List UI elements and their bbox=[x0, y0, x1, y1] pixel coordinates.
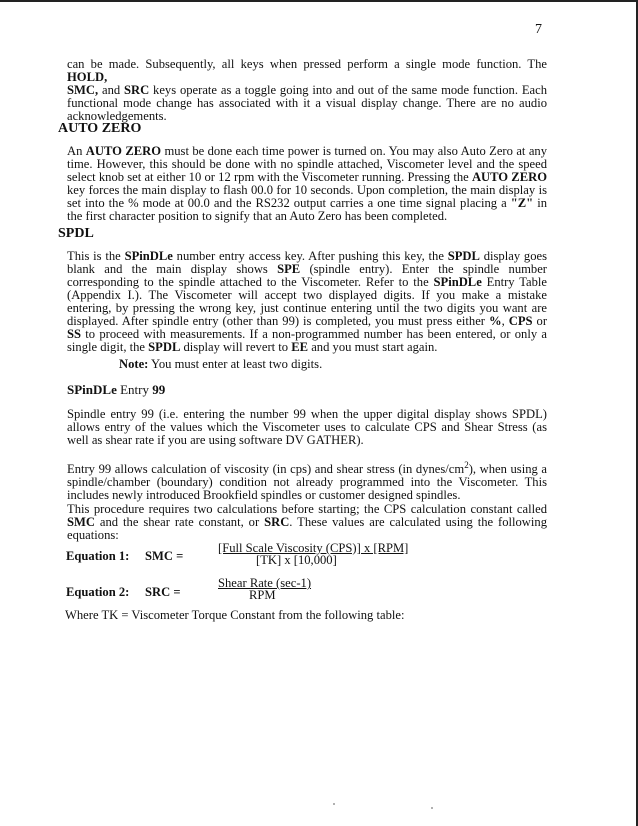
spdl-paragraph: This is the SPinDLe number entry access key. After pushing this key, the SPDL display goes blank and the main display shows SPE (spindle entry). Enter the spindle number corresponding to the spindle attached to the Viscometer. Refer to the SPinDLe Entry Table (Appendix I.). The Viscometer will accept two displayed digits. If you make a mistake entering, by pressing the wrong key, just continue entering until the two digits you want are displayed. After spindle entry (other than 99) is completed, you must press either %, CPS or SS to proceed with measurements. If a non-programmed number has been entered, or only a single digit, the SPDL display will revert to EE and you must start again. bbox=[67, 249, 548, 354]
note-text: You must enter at least two digits. bbox=[148, 357, 323, 371]
auto-zero-paragraph: An AUTO ZERO must be done each time power is turned on. You may also Auto Zero at any time. However, this should be done with no spindle attached, Viscometer level and the speed select knob set at either 10 or 12 rpm with the Viscometer running. Pressing the AUTO ZERO key forces the main display to flash 00.0 for 10 seconds. Upon completion, the main display is set into the % mode at 00.0 and the RS232 output carries a one time signal placing a "Z" in the first character position to signify that an Auto Zero has been completed. bbox=[67, 144, 547, 223]
intro-paragraph: can be made. Subsequently, all keys when pressed perform a single mode function. The HOLD, SMC, and SRC keys operate as a toggle going into and out of the same mode function. Each functional mode change has associated with it a visual display change. There are no audio acknowledgements. bbox=[67, 57, 547, 123]
entry-99-paragraph-3: This procedure requires two calculations before starting; the CPS calculation constant called SMC and the shear rate constant, or SRC. These values are calculated using the following equations: bbox=[67, 502, 547, 542]
closing-paragraph: Where TK = Viscometer Torque Constant from the following table: bbox=[65, 608, 405, 622]
auto-zero-heading: AUTO ZERO bbox=[58, 121, 142, 136]
top-border bbox=[0, 0, 638, 2]
entry-99-paragraph-1: Spindle entry 99 (i.e. entering the number 99 when the upper digital display shows SPDL) allows entry of the values which the Viscometer uses to calculate CPS and Shear Stress (as well as shear rate if you are using software DV GATHER). bbox=[67, 407, 547, 447]
spdl-heading: SPDL bbox=[58, 226, 94, 241]
scan-speck bbox=[431, 807, 433, 809]
equation-2-denominator: RPM bbox=[249, 588, 276, 602]
equation-2-label: Equation 2: bbox=[66, 585, 130, 599]
spindle-entry-99-heading: SPinDLe Entry 99 bbox=[67, 382, 166, 397]
equation-2-lhs: SRC = bbox=[145, 585, 181, 599]
equation-1-label: Equation 1: bbox=[66, 549, 130, 563]
scan-speck bbox=[333, 803, 335, 805]
entry-99-paragraph-2: Entry 99 allows calculation of viscosity (in cps) and shear stress (in dynes/$cm^2$), when using a spindle/chamber (boundary) condition not already programmed into the Viscometer. This includes newly introduced Brookfield spindles or customer designed spindles. bbox=[67, 460, 547, 503]
equation-1-lhs: SMC = bbox=[145, 549, 184, 563]
note-line bbox=[119, 357, 322, 372]
page-number: 7 bbox=[535, 22, 542, 37]
equation-1-numerator: [Full Scale Viscosity (CPS)] x [RPM] bbox=[218, 541, 409, 555]
note-label: Note: bbox=[119, 357, 149, 371]
equation-2-numerator: Shear Rate (sec-1) bbox=[218, 576, 312, 590]
equation-1-denominator: [TK] x [10,000] bbox=[256, 553, 337, 567]
